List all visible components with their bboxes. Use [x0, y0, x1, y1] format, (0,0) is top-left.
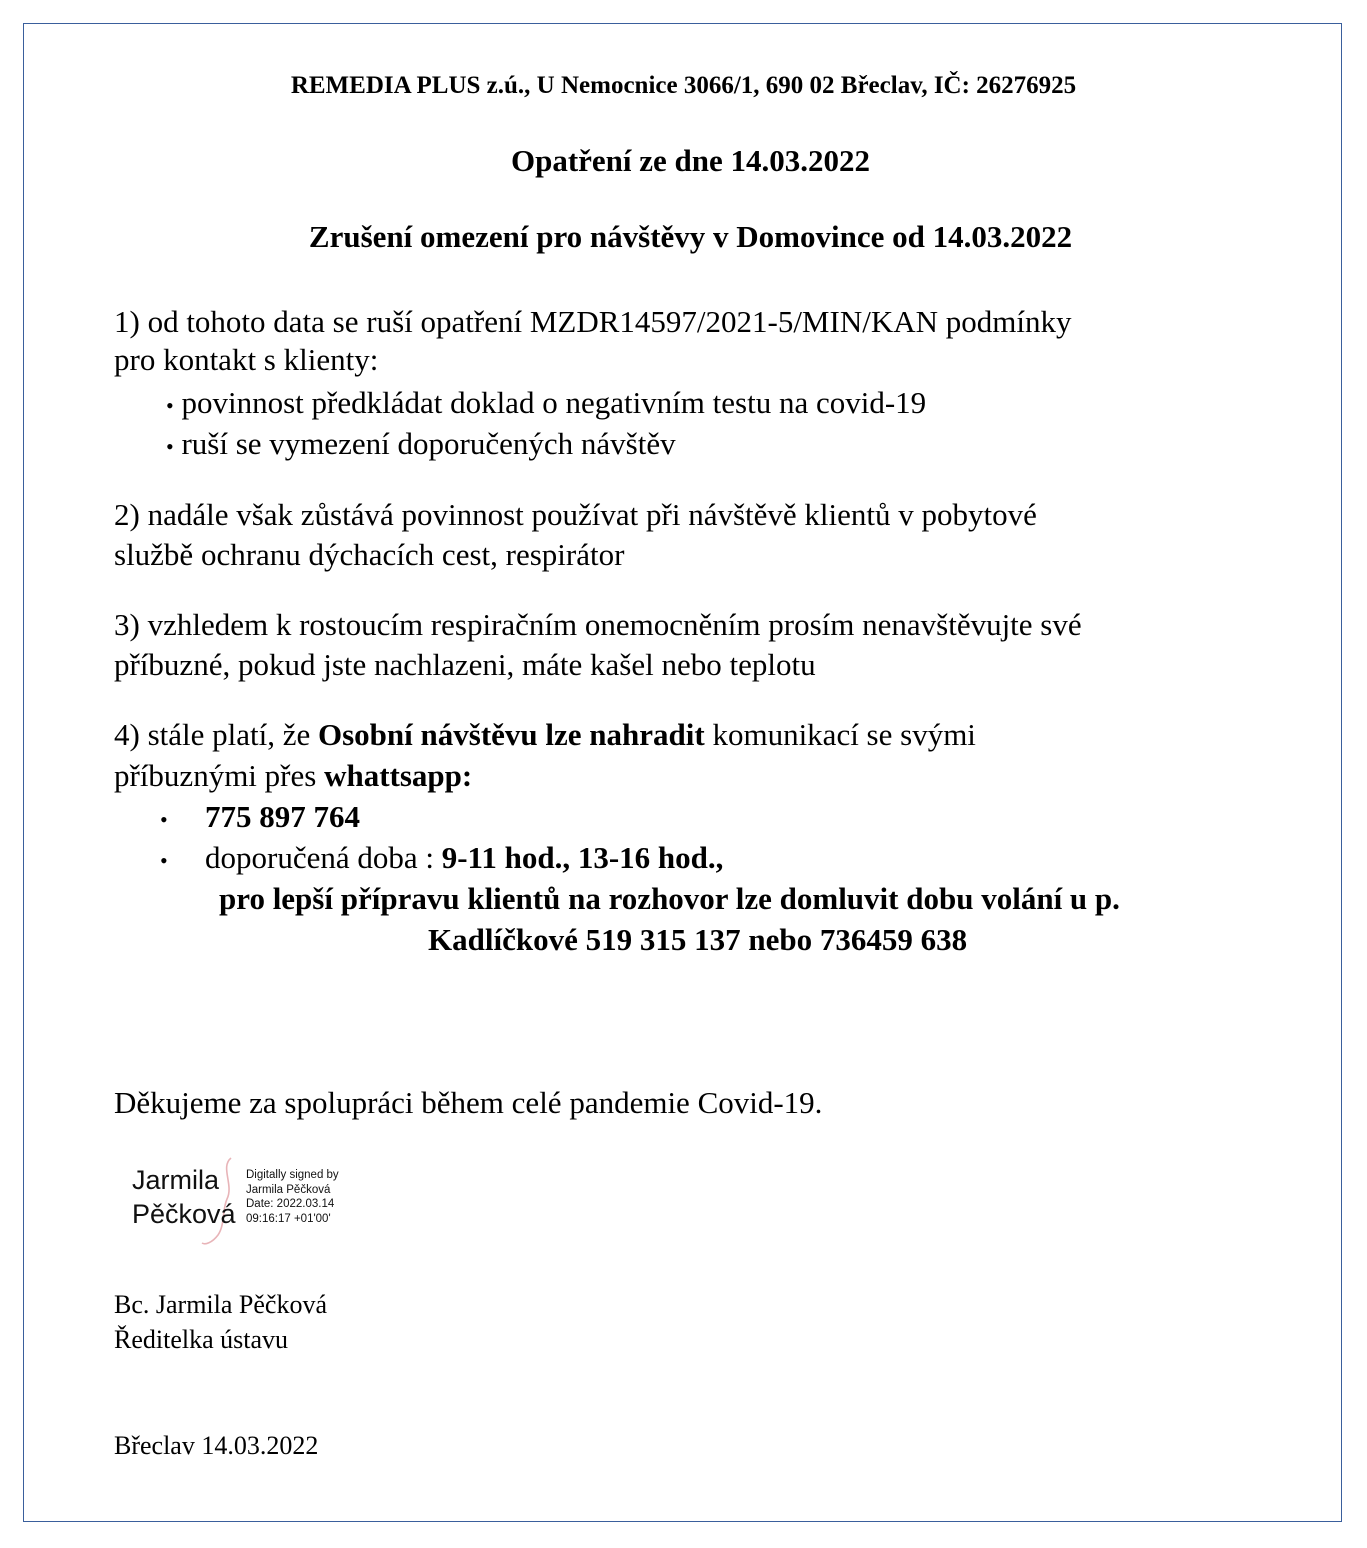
item3-line2: příbuzné, pokud jste nachlazeni, máte kašel nebo teplotu	[114, 647, 816, 682]
bullet-dot-icon: •	[166, 434, 174, 459]
place-date: Břeclav 14.03.2022	[114, 1431, 319, 1460]
bullet-dot-icon: •	[160, 848, 168, 873]
time-value: 9-11 hod., 13-16 hod.,	[441, 840, 724, 875]
recommended-time	[205, 839, 723, 877]
signature-name-line1: Jarmila	[132, 1165, 220, 1195]
item1-bullet-1	[166, 384, 926, 425]
thanks-text: Děkujeme za spolupráci během celé pandemie Covid-19.	[114, 1085, 823, 1120]
item1-bullet-2	[166, 425, 676, 466]
item1-line2: pro kontakt s klienty:	[114, 342, 379, 377]
signature-meta-line: Digitally signed by	[246, 1169, 339, 1181]
item4-suffix: komunikací se svými	[704, 717, 976, 752]
item2-line2: službě ochranu dýchacích cest, respirátor	[114, 537, 625, 572]
item4-line1	[114, 716, 976, 754]
item4-bold-phrase: Osobní návštěvu lze nahradit	[318, 717, 705, 752]
call-note-line1: pro lepší přípravu klientů na rozhovor lze domluvit dobu volání u p.	[219, 881, 1120, 916]
item4-line2-prefix: příbuznými přes	[114, 758, 325, 793]
item4-prefix: 4) stále platí, že	[114, 717, 318, 752]
signature-meta-line: 09:16:17 +01'00'	[246, 1212, 331, 1225]
bullet-text: ruší se vymezení doporučených návštěv	[181, 426, 676, 461]
signature-meta-line: Date: 2022.03.14	[246, 1198, 335, 1210]
time-bullet	[160, 839, 168, 880]
phone-bullet	[160, 798, 168, 839]
digital-signature	[128, 1155, 368, 1247]
whatsapp-label: whattsapp:	[324, 758, 473, 793]
call-note-line2: Kadlíčkové 519 315 137 nebo 736459 638	[428, 922, 968, 957]
document-subtitle: Zrušení omezení pro návštěvy v Domovince od 14.03.2022	[308, 219, 1073, 254]
whatsapp-phone: 775 897 764	[205, 799, 360, 834]
item4-line2	[114, 757, 472, 795]
signature-meta-line: Jarmila Pěčková	[246, 1183, 331, 1196]
item1-line1: 1) od tohoto data se ruší opatření MZDR14597/2021-5/MIN/KAN podmínky	[114, 304, 1072, 339]
bullet-text: povinnost předkládat doklad o negativním testu na covid-19	[181, 385, 927, 420]
document-title: Opatření ze dne 14.03.2022	[510, 143, 871, 178]
item3-line1: 3) vzhledem k rostoucím respiračním onemocněním prosím nenavštěvujte své	[114, 607, 1082, 642]
item2-line1: 2) nadále však zůstává povinnost používat při návštěvě klientů v pobytové	[114, 497, 1037, 532]
bullet-dot-icon: •	[160, 807, 168, 832]
signature-meta	[246, 1168, 339, 1226]
time-label: doporučená doba :	[205, 840, 442, 875]
bullet-dot-icon: •	[166, 393, 174, 418]
signature-name-line2: Pěčková	[132, 1199, 236, 1229]
organization-header: REMEDIA PLUS z.ú., U Nemocnice 3066/1, 690 02 Břeclav, IČ: 26276925	[290, 72, 1077, 99]
signatory-role: Ředitelka ústavu	[114, 1325, 289, 1354]
signatory-name: Bc. Jarmila Pěčková	[114, 1290, 327, 1319]
